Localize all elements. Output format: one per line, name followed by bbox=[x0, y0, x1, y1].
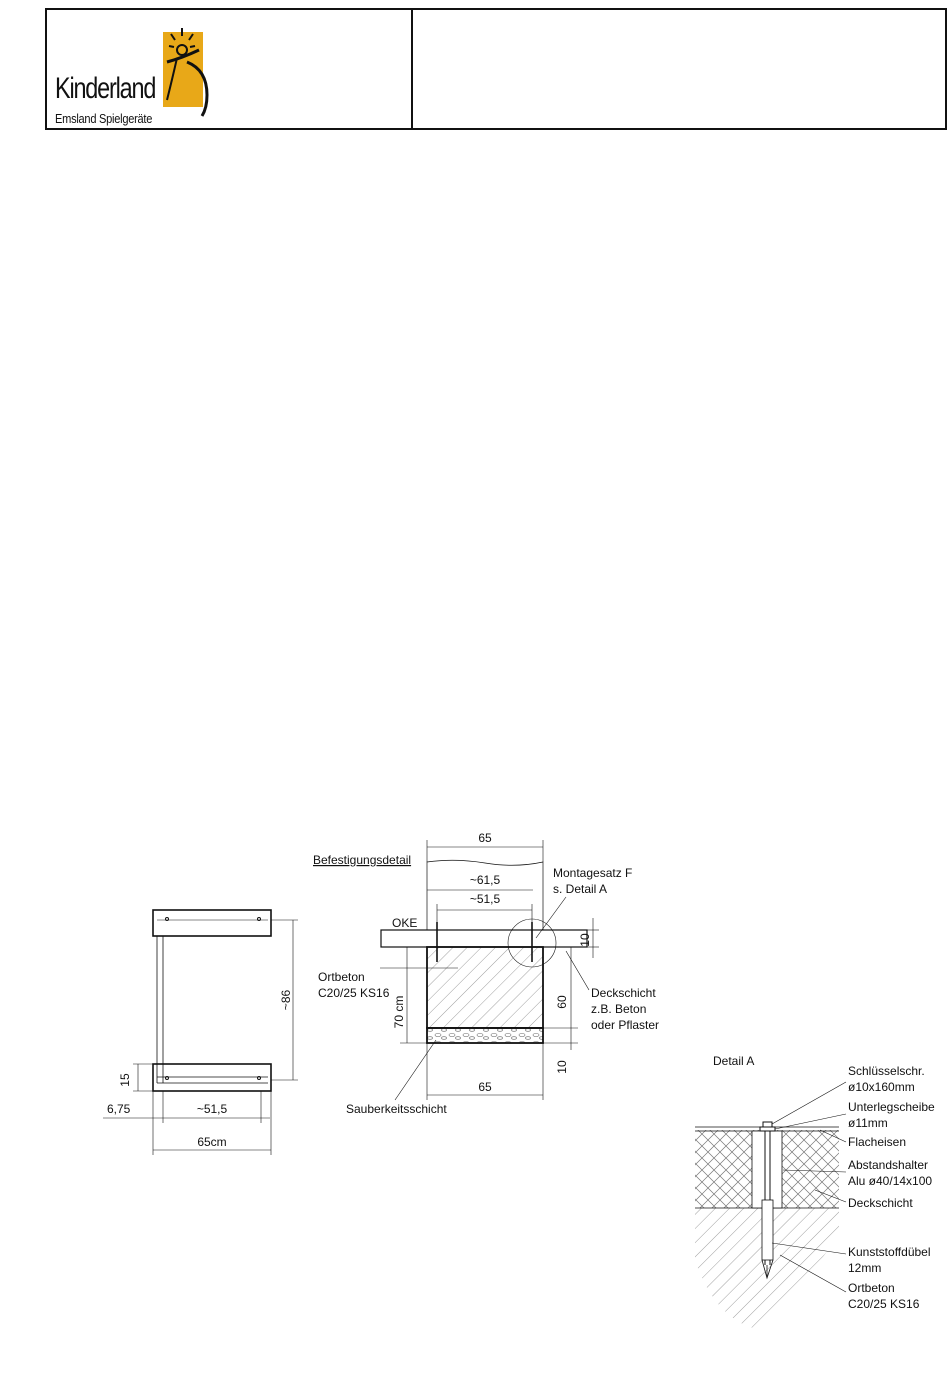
detail-label-washer-2: ø11mm bbox=[848, 1116, 888, 1130]
deckschicht-label-1: Deckschicht bbox=[591, 986, 656, 1000]
dim-height-label: ~86 bbox=[279, 989, 293, 1011]
bottom-bar bbox=[153, 1064, 271, 1091]
deckschicht-label-3: oder Pflaster bbox=[591, 1018, 660, 1032]
dim-bottom-label: 65 bbox=[478, 1080, 492, 1094]
detail-label-flacheisen: Flacheisen bbox=[848, 1135, 907, 1149]
dim-515-label: ~51,5 bbox=[469, 892, 501, 906]
ortbeton-label-2: C20/25 KS16 bbox=[318, 986, 390, 1000]
montagesatz-label-2: s. Detail A bbox=[553, 882, 608, 896]
top-bar bbox=[153, 910, 271, 936]
detail-label-bolt-2: ø10x160mm bbox=[848, 1080, 915, 1094]
detail-label-ortbeton-2: C20/25 KS16 bbox=[848, 1297, 920, 1311]
sauberkeitsschicht-label: Sauberkeitsschicht bbox=[346, 1102, 447, 1116]
dim-inner-label: ~51,5 bbox=[196, 1102, 228, 1116]
dim-10-bottom-label: 10 bbox=[555, 1060, 569, 1074]
dim-60-label: 60 bbox=[555, 995, 569, 1009]
detail-label-spacer-1: Abstandshalter bbox=[848, 1158, 929, 1172]
detail-label-anchor-1: Kunststoffdübel bbox=[848, 1245, 931, 1259]
detail-label-bolt-1: Schlüsselschr. bbox=[848, 1064, 925, 1078]
ortbeton-label-1: Ortbeton bbox=[318, 970, 365, 984]
dim-70-label: 70 cm bbox=[392, 995, 406, 1029]
dim-top-label: 65 bbox=[478, 831, 492, 845]
dim-offset-label: 6,75 bbox=[107, 1102, 131, 1116]
detail-label-washer-1: Unterlegscheibe bbox=[848, 1100, 935, 1114]
detail-label-ortbeton-1: Ortbeton bbox=[848, 1281, 895, 1295]
oke-label: OKE bbox=[392, 916, 418, 930]
brand-name: Kinderland bbox=[55, 72, 156, 105]
deckschicht-label-2: z.B. Beton bbox=[591, 1002, 647, 1016]
montagesatz-label-1: Montagesatz F bbox=[553, 866, 633, 880]
detail-a-title: Detail A bbox=[713, 1054, 755, 1068]
dim-bar-label: 15 bbox=[118, 1073, 132, 1087]
detail-label-deckschicht: Deckschicht bbox=[848, 1196, 913, 1210]
detail-label-spacer-2: Alu ø40/14x100 bbox=[848, 1174, 933, 1188]
dim-width-label: 65cm bbox=[197, 1135, 227, 1149]
detail-label-anchor-2: 12mm bbox=[848, 1261, 882, 1275]
dim-10-top-label: 10 bbox=[578, 933, 592, 947]
brand-subtitle: Emsland Spielgeräte bbox=[55, 111, 153, 126]
detail-a-drawing bbox=[695, 1082, 846, 1330]
section-title: Befestigungsdetail bbox=[313, 853, 412, 867]
front-view bbox=[103, 910, 298, 1155]
dim-615-label: ~61,5 bbox=[469, 873, 501, 887]
